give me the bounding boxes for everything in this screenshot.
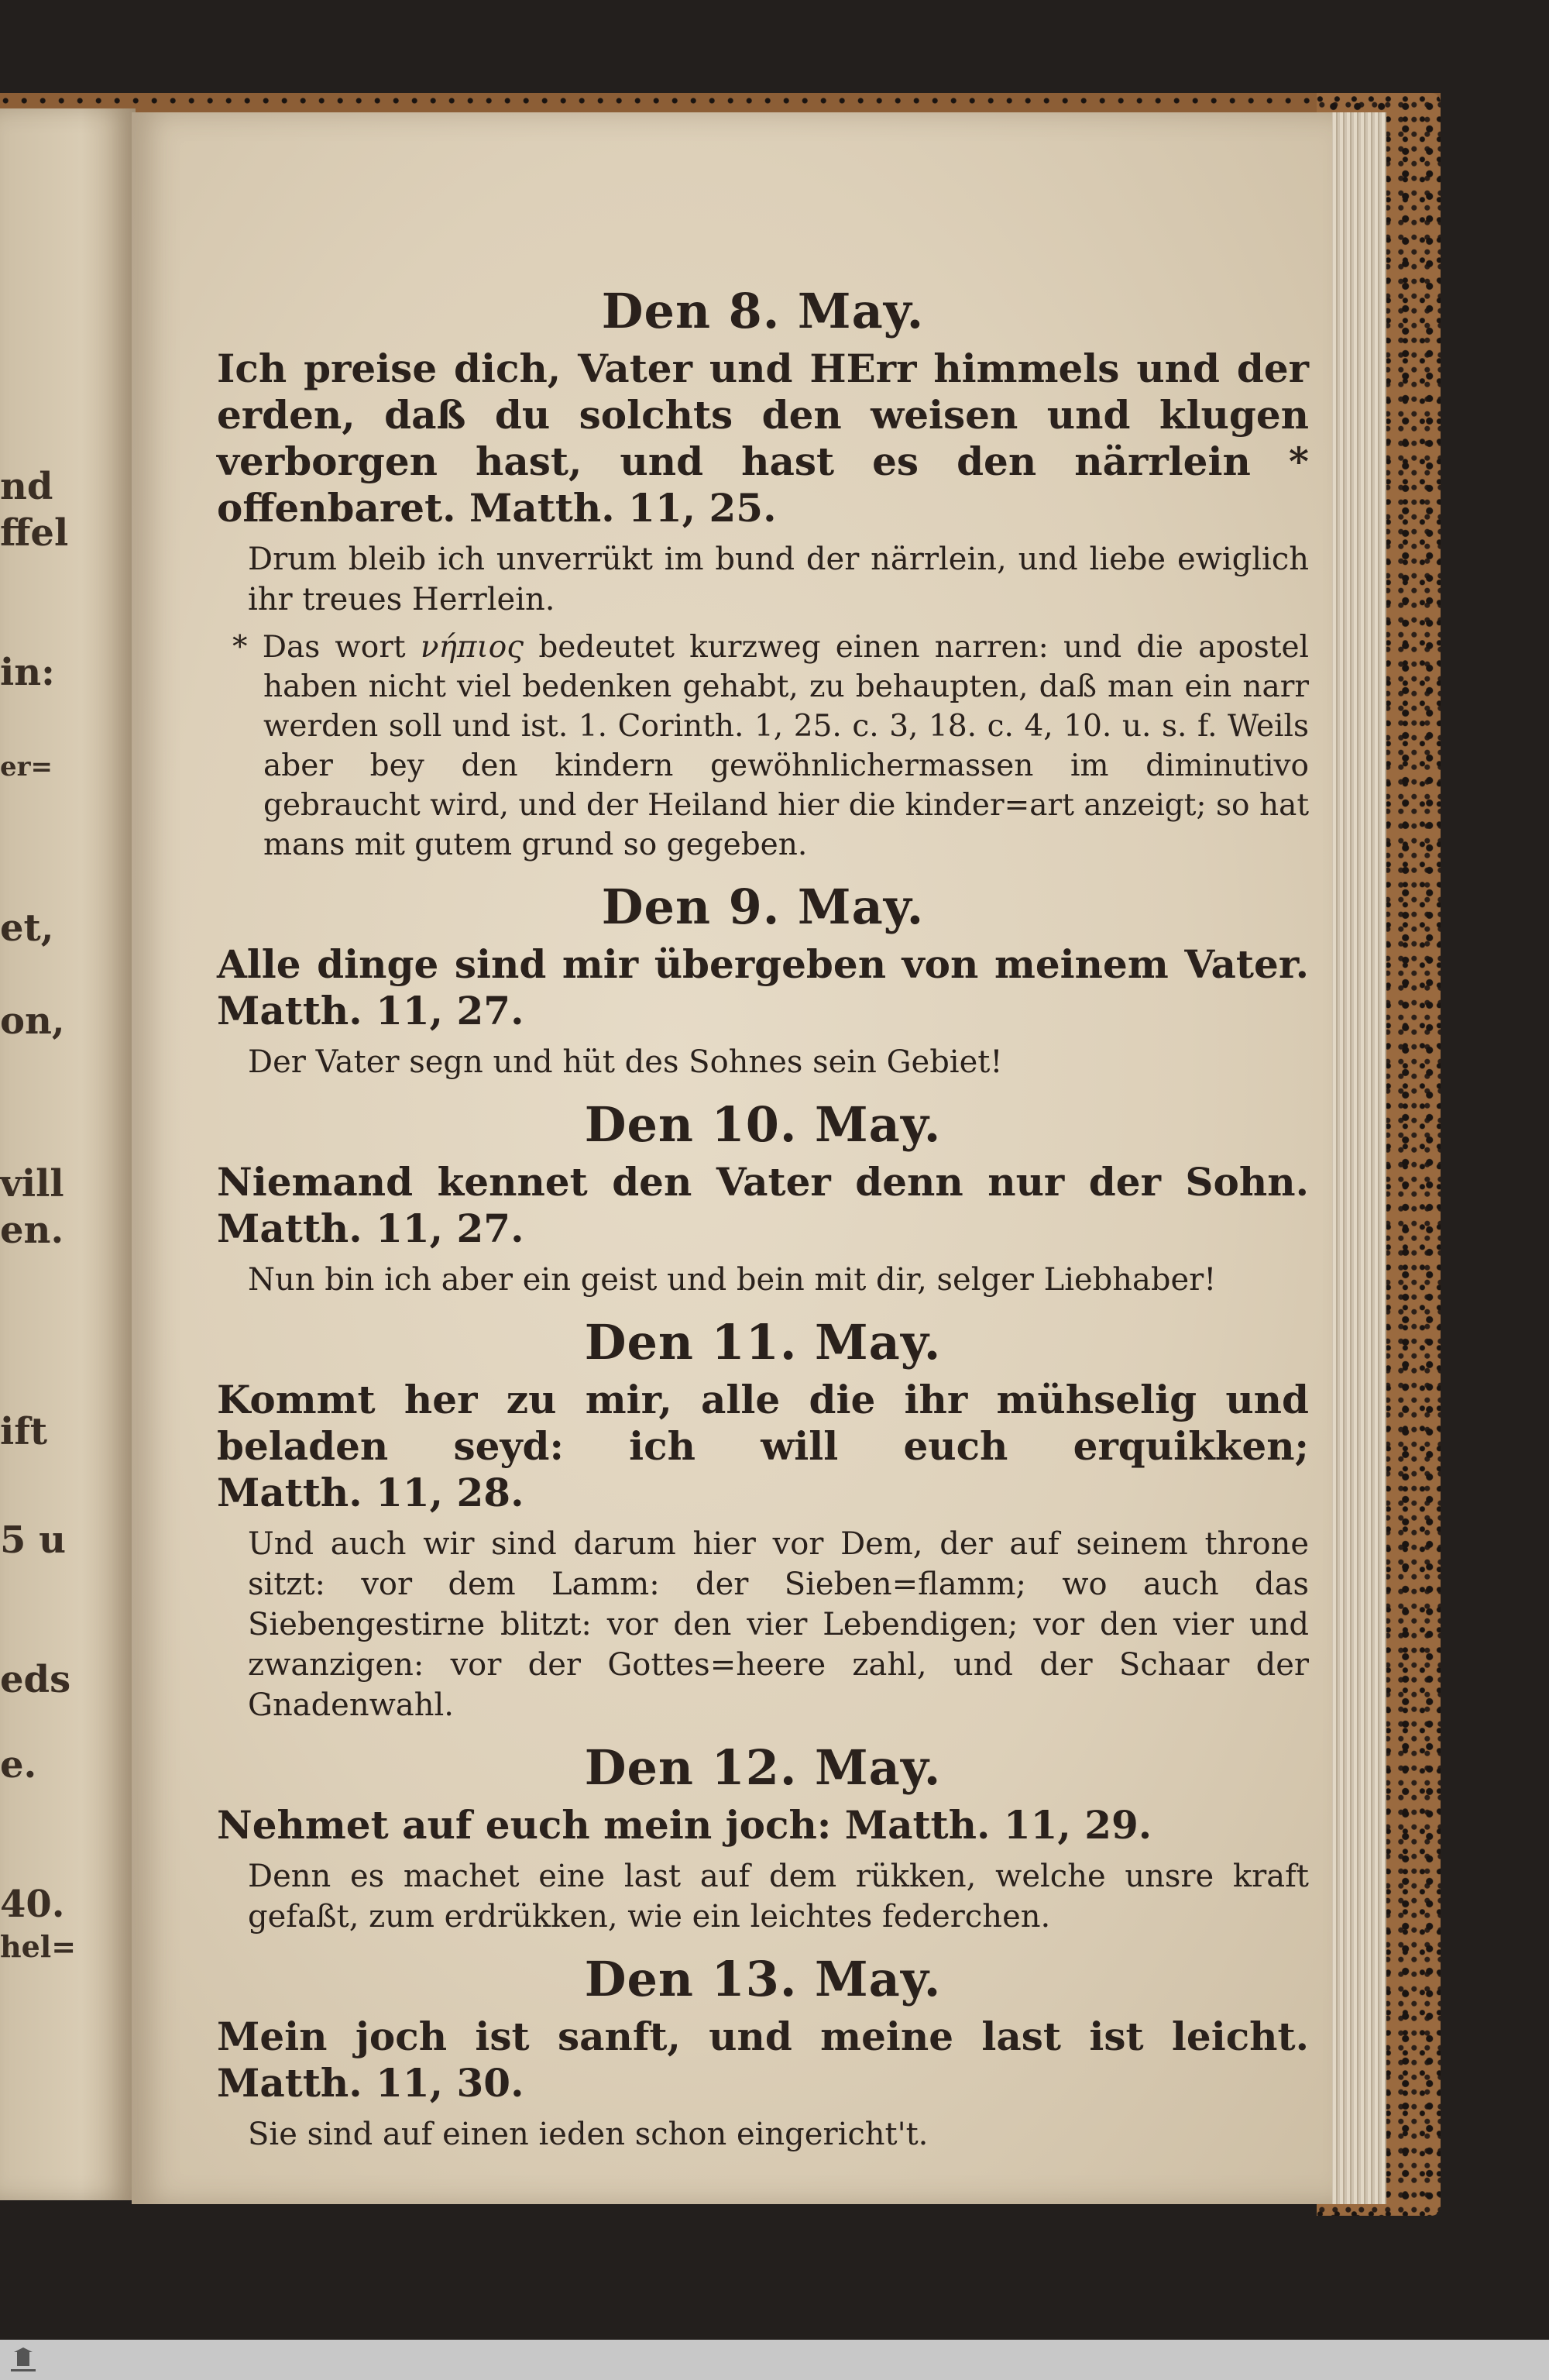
verse-text: Nehmet auf euch mein joch: [217,1802,832,1848]
verse-text: Ich preise dich, Vater und HErr himmels und der erden, daß du solchts den weisen und klugen verborgen hast, und hast es den närrlein * offenbaret. [217,346,1309,531]
footnote-marker: * [232,630,248,665]
verse [217,941,1309,1034]
entry-heading: Den 13. May. [584,1951,942,2007]
verse [217,346,1309,531]
response-text: Drum bleib ich unverrükt im bund der närrlein, und liebe ewiglich ihr treues Herrlein. [248,542,1309,617]
left-fragment: in: [0,651,55,694]
response-text: Denn es machet eine last auf dem rükken, welche unsre kraft gefaßt, zum erdrükken, wie ein leichtes federchen. [248,1859,1309,1935]
verse [217,1377,1309,1516]
verse-text: Mein joch ist sanft, und meine last ist leicht. [217,2014,1309,2059]
verse [217,2014,1309,2107]
verse-reference: Matth. 11, 25. [469,485,777,531]
footnote-text-before: Das wort [262,630,406,665]
response-text: Und auch wir sind darum hier vor Dem, der auf seinem throne sitzt: vor dem Lamm: der Sieben=flamm; wo auch das Siebengestirne blitzt: vor den vier Lebendigen; vor den vier und zwanzigen: vor der Gottes=heere zahl, und der Schaar der Gnadenwahl. [248,1526,1309,1723]
page-text [217,283,1309,2168]
left-fragment: vill [0,1162,64,1205]
left-fragment: er= [0,751,53,782]
left-fragment: et, [0,906,54,950]
response-text: Der Vater segn und hüt des Sohnes sein Gebiet! [248,1044,1003,1080]
entry-may-12 [217,1739,1309,1937]
verse-text: Niemand kennet den Vater denn nur der Sohn. [217,1159,1309,1205]
verse-reference: Matth. 11, 30. [217,2060,524,2106]
library-logo-icon [6,2347,40,2375]
entry-may-13 [217,1951,1309,2155]
verse-text: Alle dinge sind mir übergeben von meinem Vater. [217,941,1309,987]
book-page [132,112,1332,2204]
entry-may-11 [217,1314,1309,1725]
left-page [0,108,136,2200]
footnote-text-after: bedeutet kurzweg einen narren: und die apostel haben nicht viel bedenken gehabt, zu behaupten, daß man ein narr werden soll und ist. 1. Corinth. 1, 25. c. 3, 18. c. 4, 10. u. s. f. Weils aber bey den kindern gewöhnlichermassen im diminutivo gebraucht wird, und der Heiland hier die kinder=art anzeigt; so hat mans mit gutem grund so gegeben. [263,630,1310,862]
entry-heading: Den 9. May. [601,879,925,935]
verse-reference: Matth. 11, 27. [217,1205,524,1251]
left-fragment: en. [0,1209,64,1252]
entry-may-10 [217,1096,1309,1300]
verse-reference: Matth. 11, 28. [217,1470,524,1515]
entry-may-8 [217,283,1309,865]
verse-text: Kommt her zu mir, alle die ihr mühselig und beladen seyd: ich will euch erquikken; [217,1377,1309,1469]
entry-heading: Den 8. May. [601,283,925,339]
verse [217,1159,1309,1252]
footnote [217,628,1309,865]
entry-heading: Den 12. May. [584,1739,942,1796]
verse-reference: Matth. 11, 29. [844,1802,1152,1848]
left-fragment: on, [0,999,65,1043]
left-fragment: 5 u [0,1518,67,1562]
verse [217,1802,1309,1849]
left-fragment: ift [0,1410,48,1453]
left-fragment: ffel [0,511,69,555]
left-fragment: nd [0,465,53,508]
bottom-strip [0,2340,1549,2380]
response-text: Nun bin ich aber ein geist und bein mit dir, selger Liebhaber! [248,1262,1217,1298]
left-fragment: hel= [0,1929,77,1964]
entry-heading: Den 11. May. [584,1314,942,1371]
left-fragment: e. [0,1743,37,1787]
left-fragment: 40. [0,1883,65,1926]
left-fragment: eds [0,1658,71,1701]
footnote-greek-word: νήπιος [420,630,524,665]
response-text: Sie sind auf einen ieden schon eingericht't. [248,2117,929,2152]
entry-heading: Den 10. May. [584,1096,942,1153]
verse-reference: Matth. 11, 27. [217,988,524,1034]
entry-may-9 [217,879,1309,1082]
